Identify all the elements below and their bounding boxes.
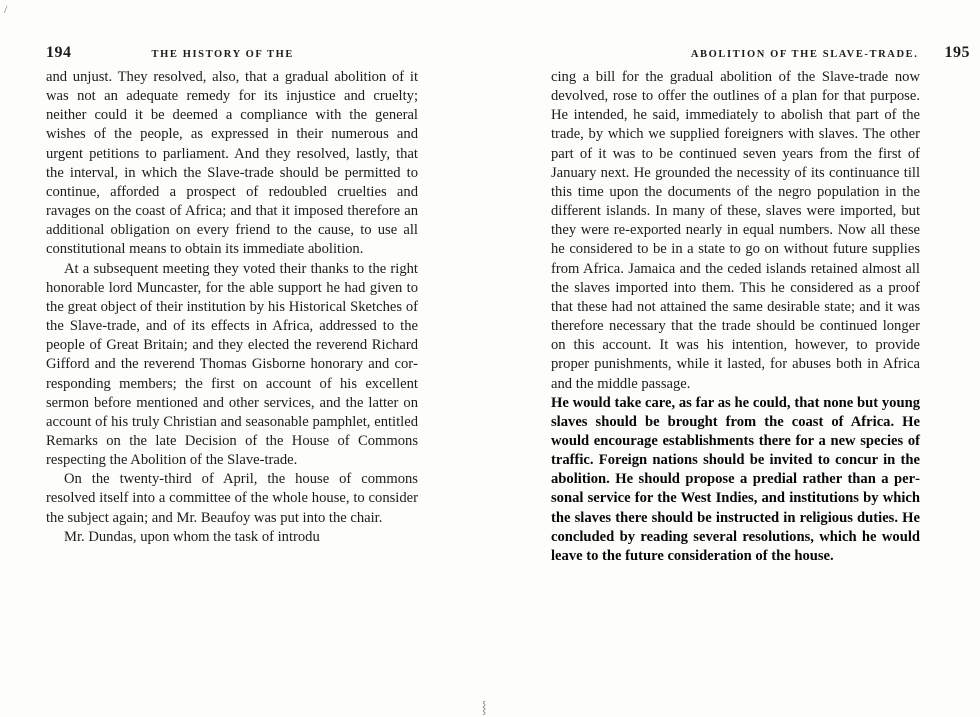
page-mark: ⸾ <box>482 700 487 714</box>
left-running-title: THE HISTORY OF THE <box>151 49 295 60</box>
paragraph: cing a bill for the gradual abolition of the Slave-trade now devolved, rose to offer the outlines of a plan for that purpose. He intended, he said, immediately to abolish that part of the trade, by which we supplied foreigners with slaves. The other part of it was to be continued seven years from the first of January next. He grounded the necessity of its continuance till this time upon the documents of the negro population in the different islands. In many of these, slaves were imported, but they were re-exported nearly in equal numbers. Now all these he considered to be in a state to go on without future supplies from Africa. Jamaica and the ceded islands retained almost all the slaves imported into them. This he considered as a proof that these had not attained the same desirable state; and it was therefore necessary that the trade should be continued longer on this account. It was his intention, however, to provide proper punishments, while it lasted, for abuses both in Africa and the middle passage. <box>551 69 920 392</box>
paragraph: Mr. Dundas, upon whom the task of introdu <box>64 528 320 545</box>
right-page-number: 195 <box>944 44 970 61</box>
page-mark: / <box>4 2 8 16</box>
paragraph: At a subsequent meeting they voted their thanks to the right honorable lord Muncaster, for the able support he had given to the great object of their institution by his Historical Sketches of the Slave-trade, and of its effects in Africa, addressed to the people of Great Britain; and they elected the reverend Richard Gifford and the reverend Thomas Gisborne honorary and corresponding members; the first on account of his excellent sermon before mentioned and other services, and the latter on account of his truly Christian and seasonable pamphlet, entitled Remarks on the late Decision of the House of Commons respecting the Abolition of the Slave-trade. <box>46 260 418 469</box>
left-running-head <box>46 44 426 64</box>
right-running-head <box>600 44 970 64</box>
left-body-text <box>46 68 418 547</box>
paragraph: He would take care, as far as he could, that none but young slaves should be brought from the coast of Africa. He would encourage establishments there for a new species of traffic. Foreign nations should be invited to concur in the abolition. He should propose a predial rather than a personal service for the West Indies, and institutions by which the slaves there should be instructed in religious duties. He concluded by reading several resolutions, which he would leave to the future consideration of the house. <box>551 394 920 564</box>
left-page-number: 194 <box>46 44 72 61</box>
right-running-title: ABOLITION OF THE SLAVE-TRADE. <box>690 49 919 60</box>
paragraph: On the twenty-third of April, the house of commons resolved itself into a committee of the whole house, to consider the subject again; and Mr. Beaufoy was put into the chair. <box>46 471 418 526</box>
right-page <box>490 0 980 717</box>
right-body-text <box>551 68 920 566</box>
paragraph: and unjust. They resolved, also, that a gradual abolition of it was not an adequate remedy for its injustice and cruelty; neither could it be deemed a compliance with the general wishes of the people, as expressed in their numerous and urgent petitions to parliament. And they resolved, lastly, that the interval, in which the Slave-trade should be permitted to continue, afforded a prospect of redoubled cruelties and ravages on the coast of Africa; and that it imposed therefore an additional obligation on every friend to the cause, to use all constitutional means to obtain its immediate abolition. <box>46 69 418 258</box>
